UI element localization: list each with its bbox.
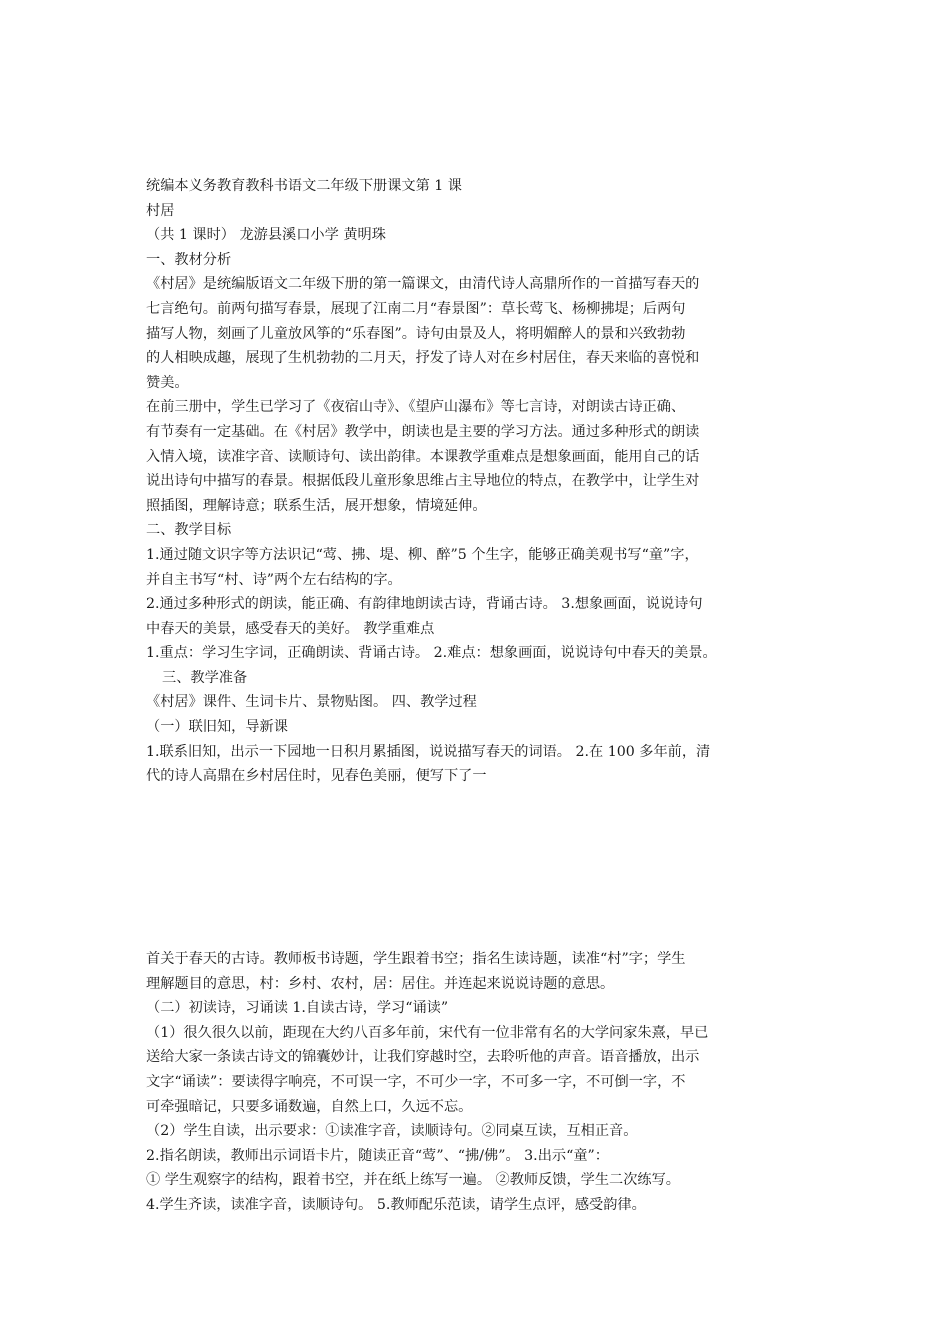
heading-teaching-preparation: 三、教学准备 [162, 669, 248, 686]
paragraph-line: 1.联系旧知，出示一下园地一日积月累插图，说说描写春天的词语。 2.在 100 多年前，清 [146, 743, 711, 760]
paragraph-line: 赞美。 [146, 374, 189, 391]
paragraph-line: 1.通过随文识字等方法识记“莺、拂、堤、柳、醉”5 个生字，能够正确美观书写“童”字， [146, 546, 699, 563]
paragraph-line: 照插图，理解诗意；联系生活，展开想象，情境延伸。 [146, 497, 487, 514]
paragraph-line: （2）学生自读，出示要求：①读准字音，读顺诗句。②同桌互读，互相正音。 [146, 1123, 638, 1140]
paragraph-line: 文字“诵读”：要读得字响亮，不可误一字，不可少一字，不可多一字，不可倒一字，不 [146, 1073, 686, 1090]
paragraph-line: 理解题目的意思，村：乡村、农村，居：居住。并连起来说说诗题的意思。 [146, 975, 615, 992]
paragraph-line: 入情入境，读准字音、读顺诗句、读出韵律。本课教学重难点是想象画面，能用自己的话 [146, 448, 700, 465]
paragraph-line: 1.重点：学习生字词，正确朗读、背诵古诗。 2.难点：想象画面，说说诗句中春天的美景。 [146, 645, 717, 662]
paragraph-line: 的人相映成趣，展现了生机勃勃的二月天，抒发了诗人对在乡村居住，春天来临的喜悦和 [146, 350, 700, 367]
paragraph-line: 首关于春天的古诗。教师板书诗题，学生跟着书空；指名生读诗题，读准“村”字；学生 [146, 951, 686, 967]
heading-material-analysis: 一、教材分析 [146, 251, 232, 268]
paragraph-line: 《村居》是统编版语文二年级下册的第一篇课文，由清代诗人高鼎所作的一首描写春天的 [146, 276, 700, 293]
paragraph-line: 描写人物，刻画了儿童放风筝的“乐春图”。诗句由景及人，将明媚醉人的景和兴致勃勃 [146, 325, 686, 342]
paragraph-line: ① 学生观察字的结构，跟着书空，并在纸上练写一遍。 ②教师反馈，学生二次练写。 [146, 1172, 680, 1189]
subheading-introduction: （一）联旧知，导新课 [146, 719, 288, 736]
paragraph-line: 送给大家一条读古诗文的锦囊妙计，让我们穿越时空，去聆听他的声音。语音播放，出示 [146, 1049, 700, 1066]
paragraph-line: 《村居》课件、生词卡片、景物贴图。 四、教学过程 [146, 694, 477, 711]
lesson-plan-section-2 [146, 947, 826, 1218]
paragraph-line: 中春天的美景，感受春天的美好。 教学重难点 [146, 620, 435, 637]
paragraph-line: 可牵强暗记，只要多诵数遍，自然上口，久远不忘。 [146, 1098, 473, 1115]
lesson-plan-section-1 [146, 174, 826, 789]
paragraph-line: （1）很久很久以前，距现在大约八百多年前，宋代有一位非常有名的大学问家朱熹，早已 [146, 1024, 709, 1041]
paragraph-line: 在前三册中，学生已学习了《夜宿山寺》、《望庐山瀑布》等七言诗，对朗读古诗正确、 [146, 399, 686, 416]
subheading-first-reading: （二）初读诗，习诵读 1.自读古诗，学习“诵读” [146, 1000, 449, 1017]
document-title: 统编本义务教育教科书语文二年级下册课文第 1 课 [146, 178, 462, 194]
paragraph-line: 有节奏有一定基础。在《村居》教学中，朗读也是主要的学习方法。通过多种形式的朗读 [146, 423, 700, 440]
paragraph-line: 2.通过多种形式的朗读，能正确、有韵律地朗读古诗，背诵古诗。 3.想象画面，说说诗句 [146, 596, 703, 613]
lesson-info: （共 1 课时） 龙游县溪口小学 黄明珠 [146, 227, 386, 244]
lesson-title: 村居 [146, 202, 175, 219]
paragraph-line: 七言绝句。前两句描写春景，展现了江南二月“春景图”：草长莺飞、杨柳拂堤；后两句 [146, 300, 686, 317]
paragraph-line: 并自主书写“村、诗”两个左右结构的字。 [146, 571, 402, 588]
paragraph-line: 说出诗句中描写的春景。根据低段儿童形象思维占主导地位的特点，在教学中，让学生对 [146, 473, 700, 490]
heading-teaching-goals: 二、教学目标 [146, 522, 232, 539]
paragraph-line: 4.学生齐读，读准字音，读顺诗句。 5.教师配乐范读，请学生点评，感受韵律。 [146, 1196, 646, 1213]
paragraph-line: 代的诗人高鼎在乡村居住时，见春色美丽，便写下了一 [146, 768, 487, 785]
paragraph-line: 2.指名朗读，教师出示词语卡片，随读正音“莺”、“拂/佛”。 3.出示“童”： [146, 1147, 609, 1164]
